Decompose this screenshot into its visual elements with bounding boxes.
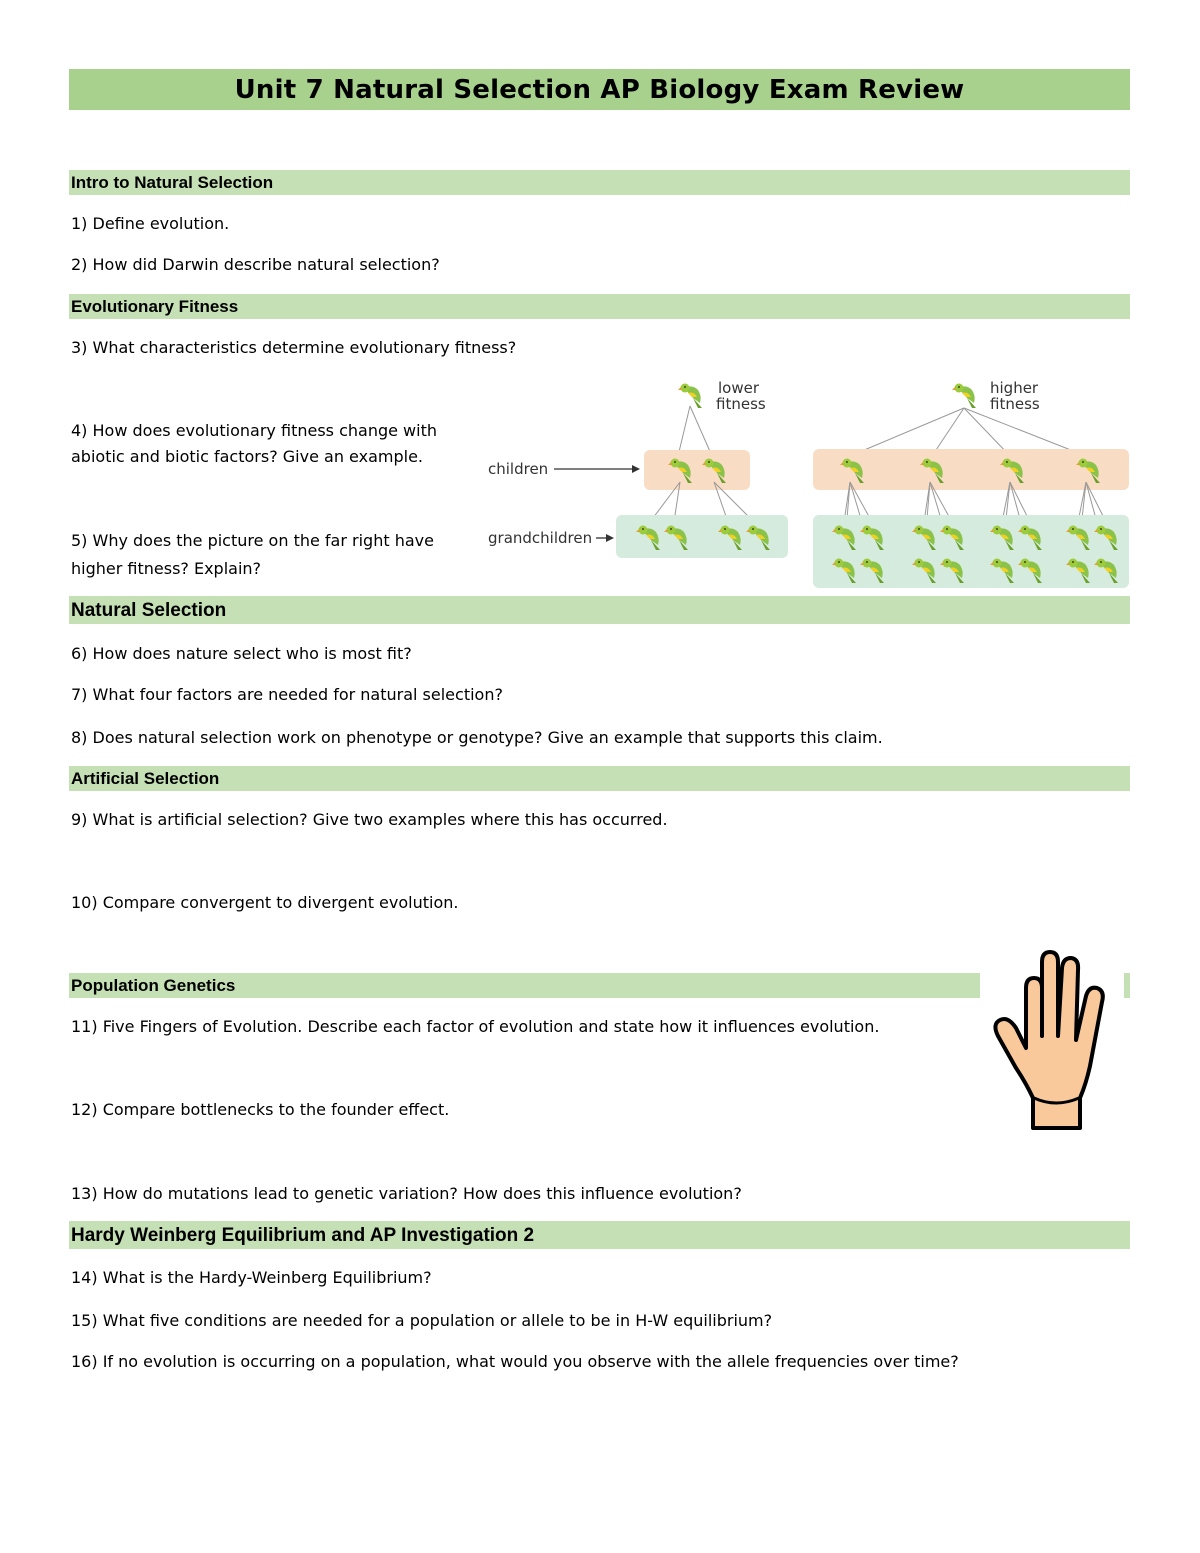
section-heading-intro: Intro to Natural Selection bbox=[71, 173, 274, 192]
question-14: 14) What is the Hardy-Weinberg Equilibrium? bbox=[71, 1268, 432, 1287]
grandchildren-box-higher bbox=[813, 515, 1129, 588]
question-2: 2) How did Darwin describe natural selection? bbox=[71, 255, 440, 274]
question-15: 15) What five conditions are needed for a population or allele to be in H-W equilibrium? bbox=[71, 1311, 773, 1330]
label-higher-fitness: fitness bbox=[990, 395, 1040, 413]
lower-fitness-tree bbox=[616, 379, 788, 558]
section-bar-artificial bbox=[69, 766, 1130, 791]
children-box-lower bbox=[644, 450, 750, 490]
section-heading-popgen: Population Genetics bbox=[71, 976, 236, 995]
parrot-icon bbox=[678, 384, 702, 409]
question-1: 1) Define evolution. bbox=[71, 214, 230, 233]
question-6: 6) How does nature select who is most fit? bbox=[71, 644, 412, 663]
section-heading-fitness: Evolutionary Fitness bbox=[71, 297, 239, 316]
question-13: 13) How do mutations lead to genetic variation? How does this influence evolution? bbox=[71, 1184, 742, 1203]
label-higher: higher bbox=[990, 379, 1039, 397]
section-heading-artificial: Artificial Selection bbox=[71, 769, 220, 788]
question-4: 4) How does evolutionary fitness change with abiotic and biotic factors? Give an example. bbox=[71, 421, 437, 466]
section-heading-hardy: Hardy Weinberg Equilibrium and AP Investigation 2 bbox=[71, 1225, 535, 1246]
question-12: 12) Compare bottlenecks to the founder effect. bbox=[71, 1100, 450, 1119]
higher-fitness-tree bbox=[813, 379, 1129, 588]
hand-icon bbox=[986, 948, 1126, 1130]
section-bar-natural bbox=[69, 596, 1130, 624]
question-10: 10) Compare convergent to divergent evolution. bbox=[71, 893, 459, 912]
label-lower-fitness: fitness bbox=[716, 395, 766, 413]
question-5: 5) Why does the picture on the far right have higher fitness? Explain? bbox=[71, 531, 434, 578]
question-9: 9) What is artificial selection? Give two examples where this has occurred. bbox=[71, 810, 668, 829]
label-grandchildren: grandchildren bbox=[488, 529, 593, 547]
question-7: 7) What four factors are needed for natural selection? bbox=[71, 685, 503, 704]
label-lower: lower bbox=[718, 379, 760, 397]
section-heading-natural: Natural Selection bbox=[71, 600, 227, 621]
question-16: 16) If no evolution is occurring on a population, what would you observe with the allele frequencies over time? bbox=[71, 1352, 959, 1371]
question-3: 3) What characteristics determine evolutionary fitness? bbox=[71, 338, 517, 357]
parrot-icon bbox=[952, 384, 976, 409]
fitness-diagram bbox=[480, 372, 1140, 594]
question-11: 11) Five Fingers of Evolution. Describe each factor of evolution and state how it influences evolution. bbox=[71, 1017, 880, 1036]
page-title: Unit 7 Natural Selection AP Biology Exam Review bbox=[234, 75, 965, 105]
question-8: 8) Does natural selection work on phenotype or genotype? Give an example that supports this claim. bbox=[71, 728, 883, 747]
label-children: children bbox=[488, 460, 549, 478]
